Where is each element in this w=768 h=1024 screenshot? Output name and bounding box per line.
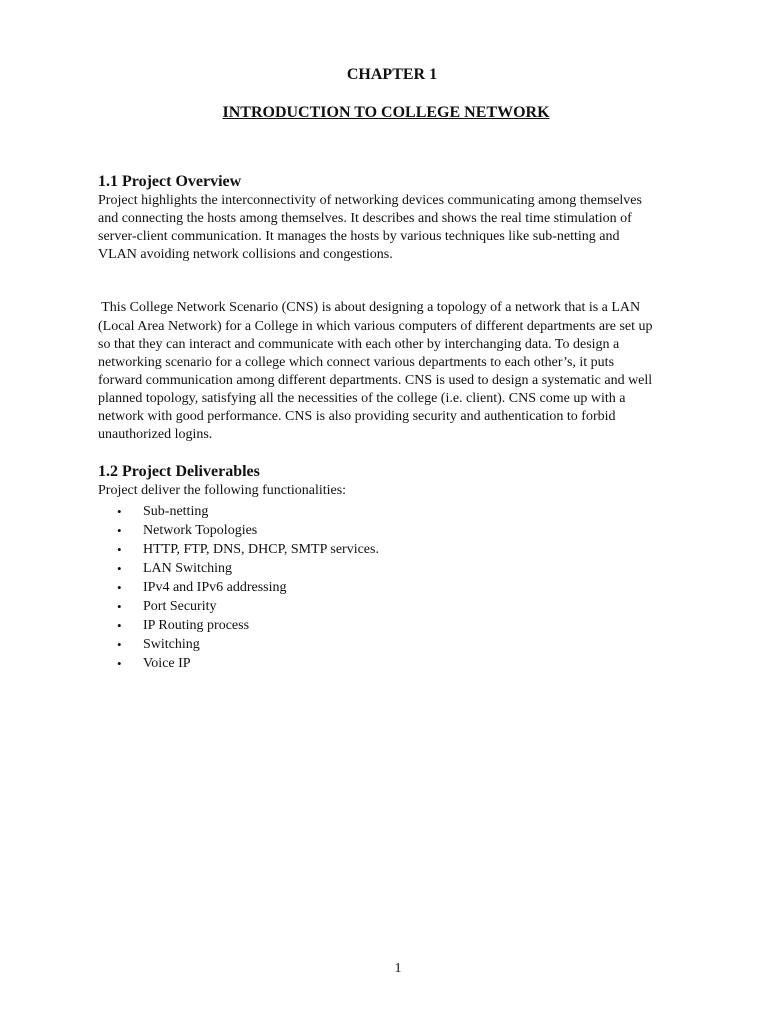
section-heading-project-overview: 1.1 Project Overview	[98, 173, 242, 190]
page-number: 1	[394, 961, 402, 976]
text-line: networking scenario for a college which connect various departments to each other’s, it puts	[98, 354, 615, 370]
bullet-icon: •	[117, 542, 122, 558]
deliverables-list	[98, 502, 708, 673]
list-item-text: Voice IP	[143, 656, 191, 672]
bullet-icon: •	[117, 580, 122, 596]
overview-paragraph-1	[98, 192, 708, 264]
list-item	[98, 540, 708, 559]
list-item	[98, 616, 708, 635]
list-item	[98, 654, 708, 673]
list-item-text: Switching	[143, 637, 200, 653]
list-item-text: IPv4 and IPv6 addressing	[143, 580, 287, 596]
list-item	[98, 635, 708, 654]
page-content	[98, 172, 708, 673]
section-gap	[98, 444, 708, 462]
chapter-title: INTRODUCTION TO COLLEGE NETWORK	[222, 104, 550, 121]
section-heading-project-deliverables: 1.2 Project Deliverables	[98, 463, 260, 481]
bullet-icon: •	[117, 637, 122, 653]
text-line: VLAN avoiding network collisions and congestions.	[98, 247, 393, 263]
list-item	[98, 502, 708, 521]
list-item-text: Network Topologies	[143, 523, 258, 539]
overview-paragraph-2	[98, 281, 708, 444]
list-item-text: Sub-netting	[143, 504, 209, 520]
text-line: (Local Area Network) for a College in which various computers of different departments are set up	[98, 318, 653, 334]
list-item	[98, 597, 708, 616]
text-line: This College Network Scenario (CNS) is about designing a topology of a network that is a LAN	[98, 300, 641, 316]
bullet-icon: •	[117, 504, 122, 520]
text-line: unauthorized logins.	[98, 427, 213, 443]
bullet-icon: •	[117, 523, 122, 539]
text-line: Project highlights the interconnectivity of networking devices communicating among themselves	[98, 193, 642, 208]
text-line: server-client communication. It manages the hosts by various techniques like sub-netting and	[98, 229, 620, 245]
text-line: network with good performance. CNS is also providing security and authentication to forbid	[98, 409, 616, 425]
bullet-icon: •	[117, 618, 122, 634]
list-item	[98, 559, 708, 578]
text-line: and connecting the hosts among themselves. It describes and shows the real time stimulation of	[98, 211, 632, 227]
chapter-label: CHAPTER 1	[346, 66, 438, 83]
paragraph-gap	[98, 264, 708, 281]
bullet-icon: •	[117, 599, 122, 615]
text-line: forward communication among different departments. CNS is used to design a systematic and well	[98, 372, 653, 388]
list-item-text: Port Security	[143, 599, 217, 615]
list-item-text: IP Routing process	[143, 618, 250, 634]
list-item-text: HTTP, FTP, DNS, DHCP, SMTP services.	[143, 542, 379, 558]
list-item	[98, 578, 708, 597]
list-item	[98, 521, 708, 540]
text-line: so that they can interact and communicate with each other by interchanging data. To design a	[98, 336, 620, 352]
bullet-icon: •	[117, 561, 122, 577]
deliverables-intro: Project deliver the following functionalities:	[98, 483, 347, 499]
text-line: planned topology, satisfying all the necessities of the college (i.e. client). CNS come up with a	[98, 390, 626, 406]
list-item-text: LAN Switching	[143, 561, 233, 577]
bullet-icon: •	[117, 656, 122, 672]
